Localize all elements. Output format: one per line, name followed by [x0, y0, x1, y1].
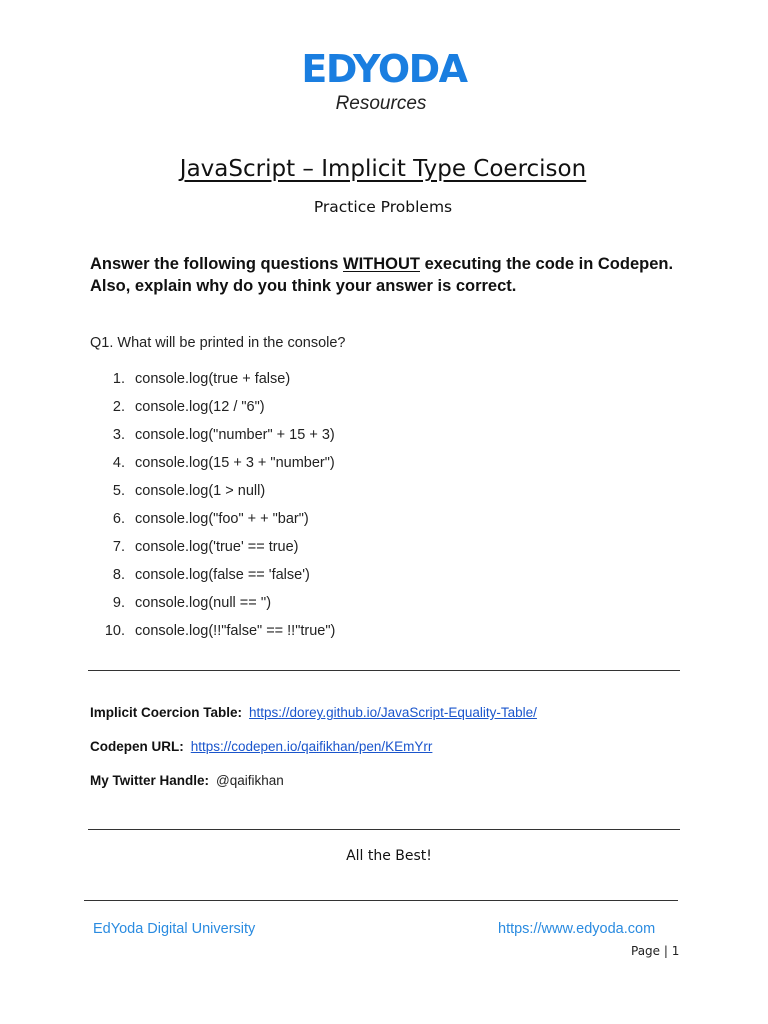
codepen-label: Codepen URL:: [90, 739, 184, 754]
list-item-code: console.log(false == 'false'): [135, 567, 310, 583]
list-item-code: console.log(true + false): [135, 371, 291, 387]
list-item-code: console.log("number" + 15 + 3): [135, 427, 335, 443]
footer-university-name: EdYoda Digital University: [93, 921, 256, 937]
instructions: [90, 253, 710, 297]
page-number-value: 1: [671, 944, 680, 958]
footer-website-link[interactable]: https://www.edyoda.com: [498, 921, 656, 937]
twitter-label: My Twitter Handle:: [90, 773, 210, 788]
list-item-code: console.log(15 + 3 + "number"): [135, 455, 335, 471]
page-label: Page: [631, 944, 661, 958]
question-text: Q1. What will be printed in the console?: [90, 335, 346, 351]
list-item-code: console.log('true' == true): [135, 539, 299, 555]
list-item-code: console.log(!!"false" == !!"true"): [135, 623, 336, 639]
list-item-code: console.log(12 / "6"): [135, 399, 265, 415]
document-title: JavaScript – Implicit Type Coercison: [179, 156, 587, 182]
codepen-link[interactable]: https://codepen.io/qaifikhan/pen/KEmYrr: [190, 739, 433, 754]
codepen-row: [90, 737, 432, 757]
divider: [88, 829, 680, 830]
list-item-code: console.log("foo" + + "bar"): [135, 511, 309, 527]
list-item-number: 3.: [112, 427, 125, 443]
list-item-number: 8.: [112, 567, 125, 583]
instructions-part1: Answer the following questions: [90, 255, 344, 273]
footer-divider: [84, 900, 678, 901]
list-item-number: 4.: [112, 455, 125, 471]
list-item-number: 5.: [112, 483, 125, 499]
document-subtitle: Practice Problems: [313, 198, 453, 216]
page-separator: |: [663, 944, 668, 958]
instructions-emphasis: WITHOUT: [343, 255, 420, 273]
coercion-table-row: [90, 703, 537, 723]
twitter-row: [90, 771, 284, 791]
edyoda-logo: EDYODA: [301, 47, 467, 91]
list-item-number: 7.: [112, 539, 125, 555]
logo-subtitle: Resources: [335, 93, 427, 114]
list-item-number: 6.: [112, 511, 125, 527]
list-item-number: 1.: [112, 371, 125, 387]
list-item-code: console.log(1 > null): [135, 483, 266, 499]
list-item-code: console.log(null == ''): [135, 595, 272, 611]
closing-message: All the Best!: [346, 848, 432, 864]
coercion-table-link[interactable]: https://dorey.github.io/JavaScript-Equality-Table/: [249, 705, 537, 720]
list-item-number: 2.: [112, 399, 125, 415]
instructions-part2: executing the code in Codepen. Also, explain why do you think your answer is correct.: [90, 255, 674, 295]
list-item-number: 9.: [112, 595, 125, 611]
divider: [88, 670, 680, 671]
twitter-handle: @qaifikhan: [216, 773, 284, 788]
list-item-number: 10.: [104, 623, 125, 639]
coercion-table-label: Implicit Coercion Table:: [90, 705, 243, 720]
page-number: [631, 942, 679, 960]
